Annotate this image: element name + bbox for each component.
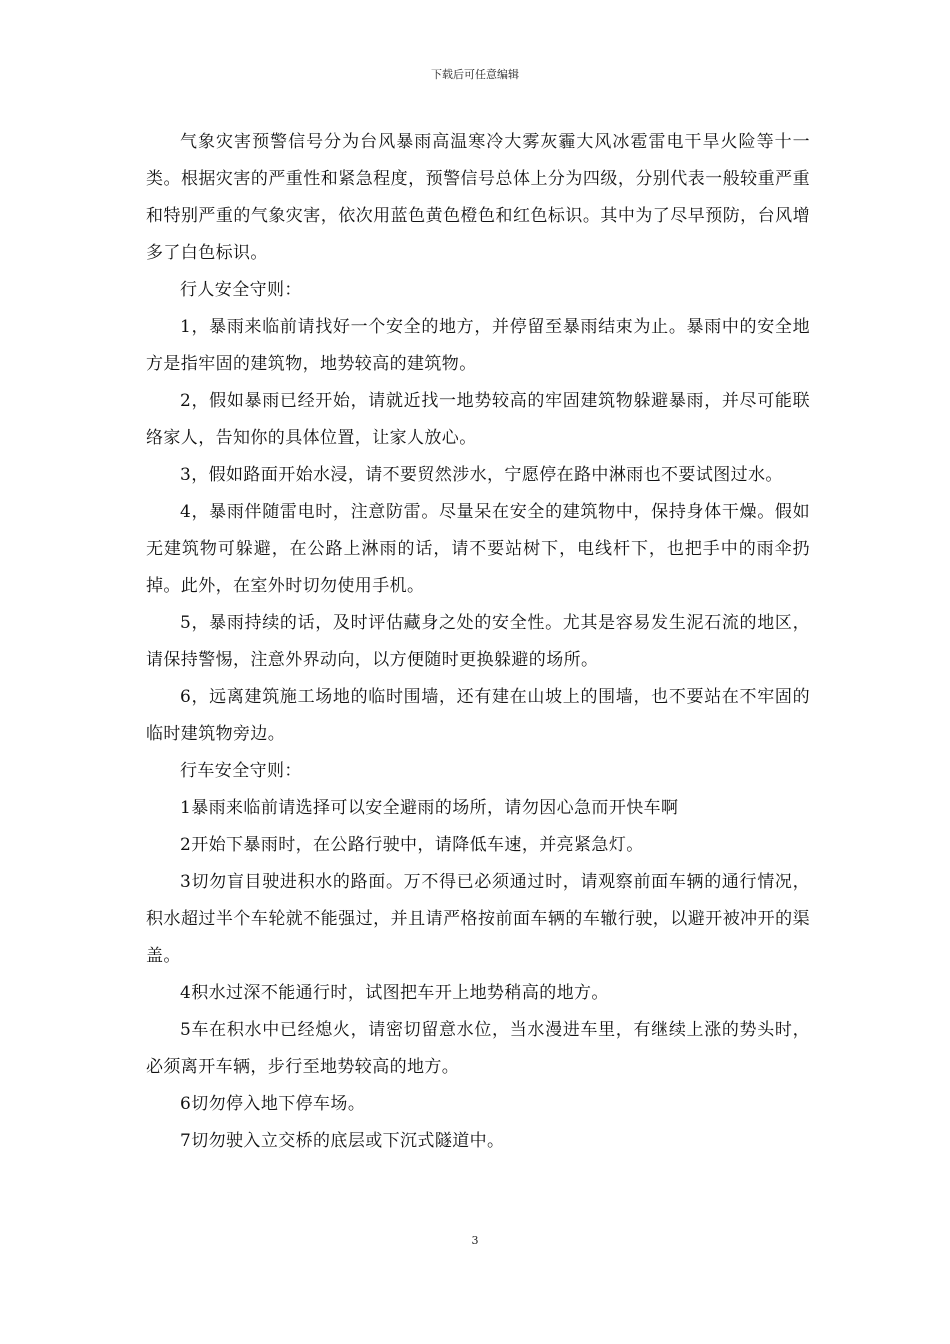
driving-rule-4: 4积水过深不能通行时，试图把车开上地势稍高的地方。 <box>180 983 609 1003</box>
driving-rule-1: 1暴雨来临前请选择可以安全避雨的场所，请勿因心急而开快车啊 <box>180 798 679 818</box>
page-number: 3 <box>471 1234 479 1247</box>
driving-rule-6: 6切勿停入地下停车场。 <box>180 1094 366 1114</box>
pedestrian-rule-3: 3，假如路面开始水浸，请不要贸然涉水，宁愿停在路中淋雨也不要试图过水。 <box>180 465 783 485</box>
driving-rule-5: 5车在积水中已经熄火，请密切留意水位，当水漫进车里，有继续上涨的势头时，必须离开车辆，步行至地势较高的地方。 <box>146 1020 810 1077</box>
driving-rules-heading: 行车安全守则： <box>180 761 302 781</box>
driving-rule-3: 3切勿盲目驶进积水的路面。万不得已必须通过时，请观察前面车辆的通行情况，积水超过半个车轮就不能强过，并且请严格按前面车辆的车辙行驶，以避开被冲开的渠盖。 <box>146 872 810 966</box>
driving-rule-7: 7切勿驶入立交桥的底层或下沉式隧道中。 <box>180 1131 505 1151</box>
pedestrian-rule-2: 2，假如暴雨已经开始，请就近找一地势较高的牢固建筑物躲避暴雨，并尽可能联络家人，告知你的具体位置，让家人放心。 <box>146 391 810 448</box>
pedestrian-rule-5: 5，暴雨持续的话，及时评估藏身之处的安全性。尤其是容易发生泥石流的地区，请保持警惕，注意外界动向，以方便随时更换躲避的场所。 <box>146 613 810 670</box>
intro-paragraph: 气象灾害预警信号分为台风暴雨高温寒冷大雾灰霾大风冰雹雷电干旱火险等十一类。根据灾害的严重性和紧急程度，预警信号总体上分为四级，分别代表一般较重严重和特别严重的气象灾害，依次用蓝色黄色橙色和红色标识。其中为了尽早预防，台风增多了白色标识。 <box>146 132 810 263</box>
pedestrian-rule-6: 6，远离建筑施工场地的临时围墙，还有建在山坡上的围墙，也不要站在不牢固的临时建筑物旁边。 <box>146 687 810 744</box>
pedestrian-rule-4: 4，暴雨伴随雷电时，注意防雷。尽量呆在安全的建筑物中，保持身体干燥。假如无建筑物可躲避，在公路上淋雨的话，请不要站树下，电线杆下，也把手中的雨伞扔掉。此外，在室外时切勿使用手机。 <box>146 502 810 596</box>
document-body <box>146 124 810 1160</box>
driving-rule-2: 2开始下暴雨时，在公路行驶中，请降低车速，并亮紧急灯。 <box>180 835 644 855</box>
pedestrian-rules-heading: 行人安全守则： <box>180 280 302 300</box>
pedestrian-rule-1: 1，暴雨来临前请找好一个安全的地方，并停留至暴雨结束为止。暴雨中的安全地方是指牢固的建筑物，地势较高的建筑物。 <box>146 317 810 374</box>
page-header: 下载后可任意编辑 <box>431 68 519 81</box>
